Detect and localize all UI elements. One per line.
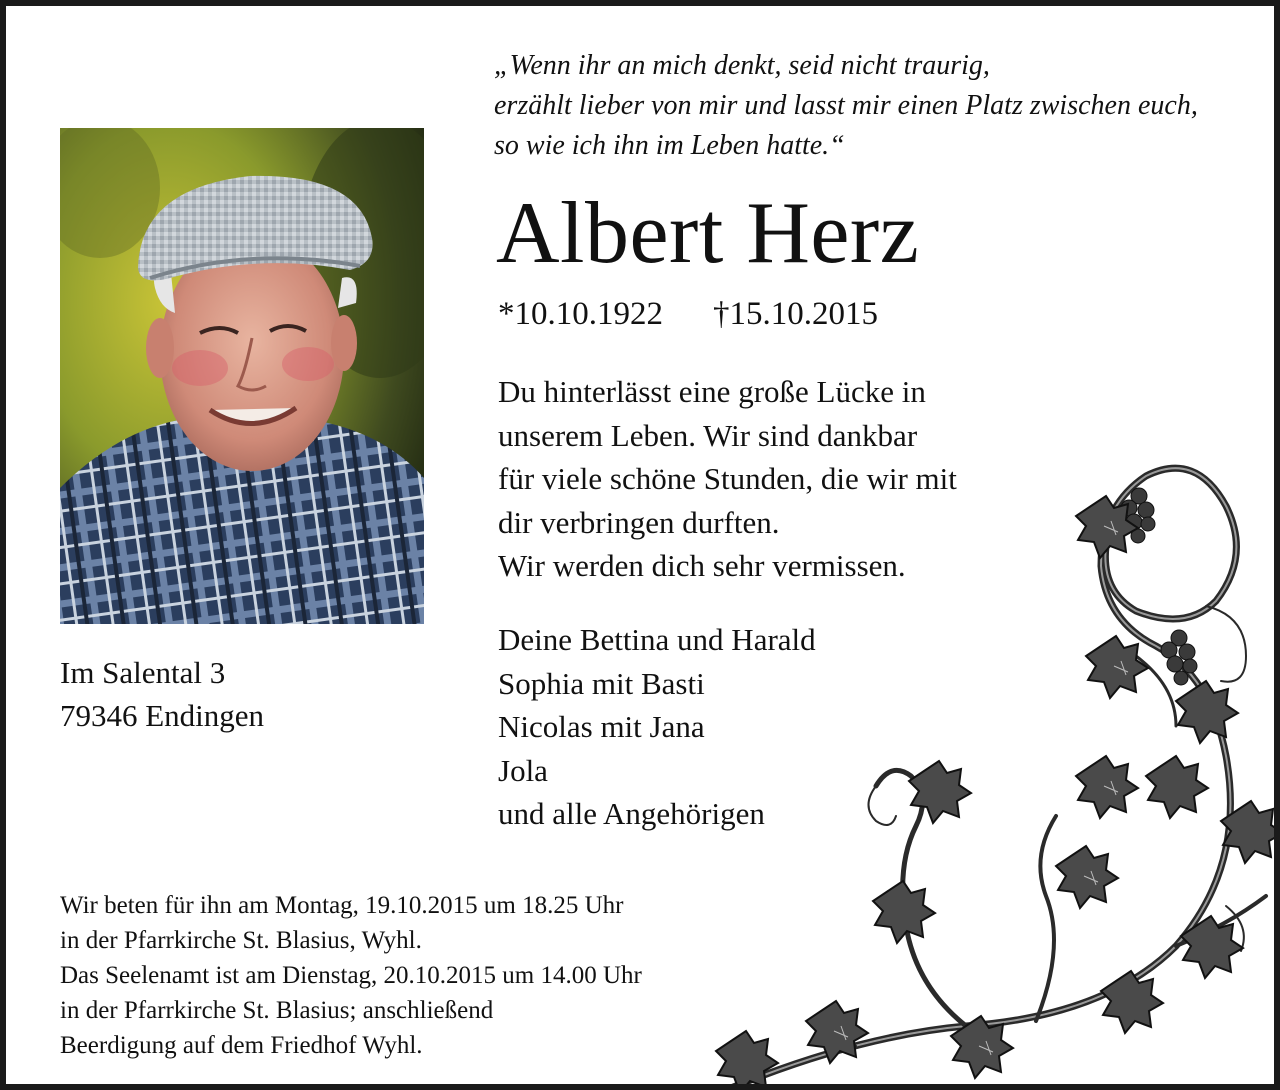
family-line: Nicolas mit Jana bbox=[498, 709, 705, 744]
birth-date: *10.10.1922 bbox=[498, 296, 663, 332]
quote-line: „Wenn ihr an mich denkt, seid nicht traurig, bbox=[494, 50, 990, 81]
service-line: Das Seelenamt ist am Dienstag, 20.10.2015 um 14.00 Uhr bbox=[60, 962, 642, 989]
message-line: dir verbringen durften. bbox=[498, 504, 780, 540]
deceased-name: Albert Herz bbox=[496, 185, 920, 282]
family-line: Sophia mit Basti bbox=[498, 665, 705, 701]
message-line: Du hinterlässt eine große Lücke in bbox=[498, 374, 926, 409]
death-date: †15.10.2015 bbox=[713, 296, 878, 332]
memorial-quote bbox=[494, 46, 1264, 166]
service-information bbox=[60, 888, 642, 1063]
family-line: und alle Angehörigen bbox=[498, 796, 765, 831]
service-line: Beerdigung auf dem Friedhof Wyhl. bbox=[60, 1032, 423, 1059]
portrait-photo bbox=[60, 128, 424, 624]
life-dates bbox=[498, 294, 878, 334]
service-line: in der Pfarrkirche St. Blasius; anschließend bbox=[60, 997, 494, 1024]
address-city: 79346 Endingen bbox=[60, 698, 265, 733]
quote-line: so wie ich ihn im Leben hatte.“ bbox=[494, 130, 845, 161]
family-address bbox=[60, 651, 264, 737]
message-line: Wir werden dich sehr vermissen. bbox=[498, 548, 906, 583]
family-line: Deine Bettina und Harald bbox=[498, 622, 816, 657]
address-street: Im Salental 3 bbox=[60, 655, 226, 690]
service-line: in der Pfarrkirche St. Blasius, Wyhl. bbox=[60, 927, 422, 954]
quote-line: erzählt lieber von mir und lasst mir einen Platz zwischen euch, bbox=[494, 90, 1198, 121]
family-line: Jola bbox=[498, 752, 548, 788]
grapevine-ornament bbox=[706, 426, 1280, 1090]
message-line: unserem Leben. Wir sind dankbar bbox=[498, 417, 918, 453]
message-line: für viele schöne Stunden, die wir mit bbox=[498, 461, 957, 496]
service-line: Wir beten für ihn am Montag, 19.10.2015 um 18.25 Uhr bbox=[60, 892, 624, 919]
